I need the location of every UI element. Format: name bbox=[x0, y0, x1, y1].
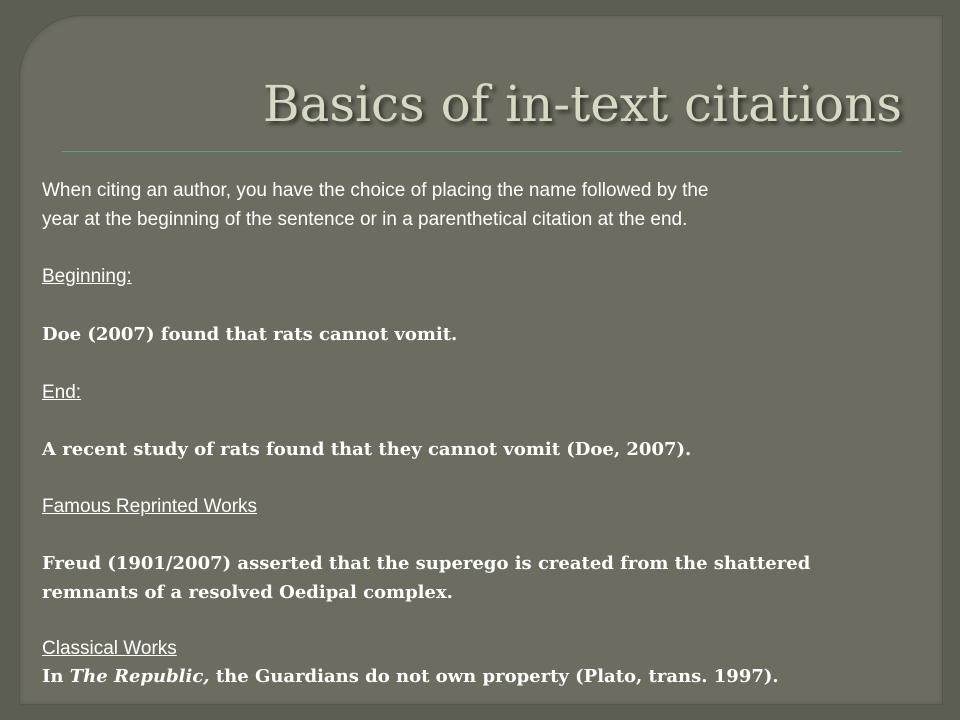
example-classical-book-title: The Republic, bbox=[69, 666, 210, 687]
heading-beginning: Beginning: bbox=[42, 266, 132, 287]
heading-famous-reprinted-works: Famous Reprinted Works bbox=[42, 496, 258, 517]
intro-line-2: year at the beginning of the sentence or in a parenthetical citation at the end. bbox=[42, 209, 688, 230]
intro-paragraph bbox=[42, 176, 932, 234]
title-divider bbox=[62, 150, 902, 151]
heading-classical-works: Classical Works bbox=[42, 638, 177, 659]
intro-line-1: When citing an author, you have the choice of placing the name followed by the bbox=[42, 180, 709, 201]
example-classical-suffix: the Guardians do not own property (Plato, trans. 1997). bbox=[209, 666, 779, 687]
example-classical-prefix: In bbox=[42, 666, 70, 687]
slide-title: Basics of in-text citations bbox=[262, 75, 902, 133]
heading-end: End: bbox=[42, 382, 82, 403]
example-famous-line-1: Freud (1901/2007) asserted that the superego is created from the shattered bbox=[42, 553, 811, 574]
example-famous-line-2: remnants of a resolved Oedipal complex. bbox=[42, 582, 453, 603]
example-beginning: Doe (2007) found that rats cannot vomit. bbox=[42, 324, 458, 345]
example-end: A recent study of rats found that they cannot vomit (Doe, 2007). bbox=[42, 439, 692, 460]
example-famous-reprinted-works bbox=[42, 549, 932, 607]
example-classical-works bbox=[42, 664, 932, 690]
